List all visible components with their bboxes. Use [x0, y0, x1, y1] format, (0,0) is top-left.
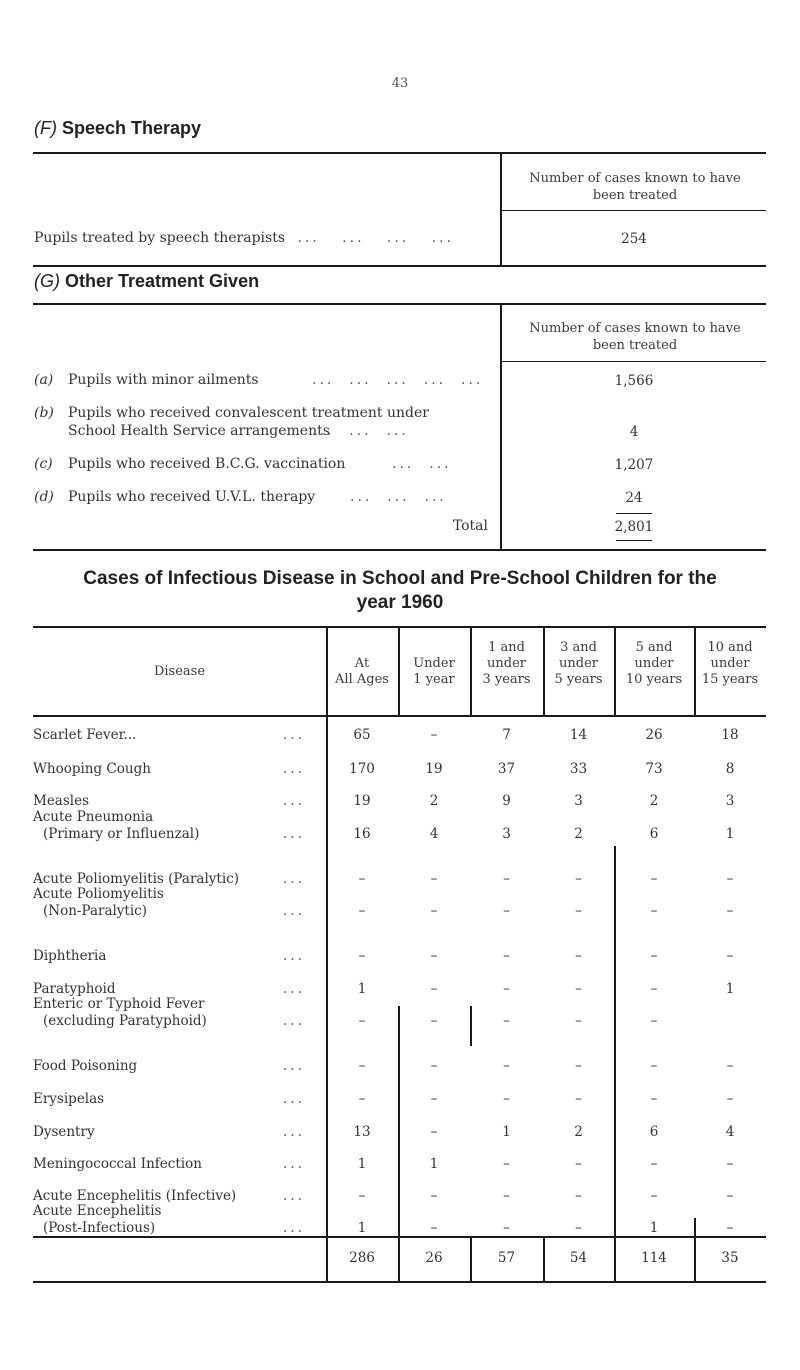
header-line: 10 and — [707, 640, 753, 655]
total-cell: 26 — [425, 1250, 443, 1266]
table-cell: – — [430, 948, 438, 964]
table-cell: 6 — [649, 826, 659, 842]
table-cell: – — [503, 1188, 510, 1204]
total-cell: 35 — [721, 1250, 739, 1266]
table-cell: 73 — [645, 761, 663, 777]
disease-name-line-2: (Primary or Influenzal) — [43, 826, 200, 842]
rule — [33, 715, 766, 717]
disease-name — [33, 793, 89, 810]
table-cell: 1 — [649, 1220, 659, 1236]
table-cell: – — [575, 981, 582, 997]
disease-name-line: Measles — [33, 793, 90, 809]
speech-row-text: Pupils treated by speech therapists — [34, 230, 286, 246]
disease-name — [33, 1124, 95, 1141]
header-line: Under — [413, 656, 455, 671]
header-line: 5 and — [635, 640, 673, 655]
document-page: 43 (F) Speech Therapy Number of cases known to have been treated Pupils treated by speech therapists ... ... ... ... 254 (G) Other Treatment Given Number of cases known to have been treated (a) Pupils with minor ailments ... ... ... ... ... 1,566 (b) Pupils who received convalescent treatment under School Health Service arrangements ... ... ... 4 (c) Pupils who received B.C.G. vaccination ... ... 1,207 (d) Pupils who received U.V.L. therapy ... ... ... 24 Total 2,801 Cases of Infectious Disease in School and Pre-School Children for the year 1960 Disease At All Ages Under 1 year 1 and under 3 years 3 and under 5 years 5 and under 10 years 10 and under 15 years Scarlet Fever... ... 65 – 7 14 26 18 Whooping Cough ... 170 19 37 33 73 8 Measles ... 19 2 9 3 2 3 Acute Pneumonia (Primary or Influenzal) ... 16 4 3 2 6 1 Acute Poliomyelitis (Paralytic) ... – – – – – – Acute Poliomyelitis (Non-Paralytic) ... – – – – – – Diphtheria ... – – – – – – Paratyphoid ... 1 – – – – 1 Enteric or Typhoid Fever (excluding Paratyphoid) ... – – – – – Food Poisoning ... – – – – – – Erysipelas ... – – – – – – Dysentry ... 13 – 1 2 6 4 Meningococcal Infection ... 1 1 – – – – Acute Encephelitis (Infective) ... – – – – – – Acute Encephelitis (Post-Infectious) ... 1 – – – 1 – 286 26 57 54 114 35 — [0, 0, 800, 1370]
table-cell: – — [726, 1220, 734, 1236]
disease-name — [33, 1058, 137, 1075]
row-text: Pupils with minor ailments — [68, 372, 259, 388]
row-value: 1,566 — [614, 373, 654, 389]
table-cell: 37 — [497, 761, 516, 777]
row-value: 4 — [629, 424, 639, 440]
table-cell: – — [575, 1091, 582, 1107]
rule — [33, 265, 766, 267]
table-cell: – — [575, 1058, 582, 1074]
table-cell: 18 — [721, 727, 739, 743]
table-cell: – — [430, 1220, 438, 1236]
other-treatment-heading — [34, 271, 259, 292]
table-cell: – — [575, 1013, 582, 1029]
table-cell: – — [358, 1013, 366, 1029]
row-value: 1,207 — [614, 457, 654, 473]
rule — [33, 303, 766, 305]
total-cell: 114 — [641, 1250, 667, 1266]
header-line: All Ages — [335, 672, 389, 687]
table-cell: – — [358, 1058, 366, 1074]
header-line: 15 years — [701, 672, 759, 687]
speech-row-label: Pupils treated by speech therapists ... ... ... ... — [34, 230, 454, 246]
disease-name-line: Acute Poliomyelitis — [33, 886, 164, 902]
row-text-2: School Health Service arrangements — [68, 423, 330, 439]
table-cell: 14 — [569, 727, 588, 743]
disease-name-line: Diphtheria — [33, 948, 107, 964]
row-letter: (b) — [34, 405, 54, 421]
header-line: 1 year — [413, 672, 455, 687]
disease-name — [33, 1203, 161, 1237]
total-cell: 286 — [349, 1250, 375, 1266]
table-cell: – — [430, 1124, 438, 1140]
header-1-3 — [470, 640, 543, 688]
table-cell: – — [358, 1091, 366, 1107]
table-cell: 4 — [429, 826, 439, 842]
table-cell: 1 — [357, 1220, 367, 1236]
table-cell: 13 — [353, 1124, 371, 1140]
table-cell: 2 — [429, 793, 439, 809]
rule — [33, 152, 766, 154]
section-letter: (F) — [34, 118, 57, 138]
header-3-5 — [543, 640, 614, 688]
table-cell: – — [503, 981, 510, 997]
disease-name — [33, 761, 151, 778]
disease-name — [33, 809, 199, 843]
table-cell: 1 — [725, 981, 735, 997]
speech-value: 254 — [621, 231, 647, 247]
rule — [616, 513, 652, 514]
disease-name-line: Scarlet Fever... — [33, 727, 137, 743]
table-cell: – — [575, 903, 582, 919]
table-cell: 19 — [353, 793, 371, 809]
table-cell: – — [650, 948, 658, 964]
table-cell: – — [430, 903, 438, 919]
header-line: At — [354, 656, 370, 671]
header-5-10 — [614, 640, 694, 688]
disease-name — [33, 1091, 104, 1108]
table-cell: 3 — [574, 793, 583, 809]
total-cell: 54 — [569, 1250, 588, 1266]
table-cell: 3 — [725, 793, 735, 809]
table-cell: – — [503, 948, 510, 964]
table-cell: – — [650, 1058, 658, 1074]
table-cell: – — [726, 1058, 734, 1074]
row-letter: (a) — [34, 372, 54, 388]
table-cell: 1 — [429, 1156, 439, 1172]
disease-name-line: Dysentry — [33, 1124, 95, 1140]
disease-name-line: Food Poisoning — [33, 1058, 138, 1074]
total-cell: 57 — [497, 1250, 516, 1266]
header-line: 10 years — [625, 672, 683, 687]
other-row — [34, 456, 346, 472]
table-cell: – — [358, 948, 366, 964]
header-under-1 — [398, 656, 470, 688]
header-line: under — [487, 656, 526, 671]
disease-name — [33, 1156, 202, 1173]
table-cell: – — [575, 1220, 582, 1236]
table-cell: – — [503, 903, 510, 919]
table-cell: – — [430, 981, 438, 997]
section-title: Other Treatment Given — [65, 271, 260, 291]
header-line: 3 and — [560, 640, 597, 655]
rule — [33, 1236, 766, 1238]
disease-name-line: Whooping Cough — [33, 761, 151, 777]
table-cell: – — [358, 1188, 366, 1204]
table-cell: 3 — [502, 826, 511, 842]
table-cell: 1 — [357, 1156, 367, 1172]
header-line: under — [634, 656, 674, 671]
table-cell: – — [503, 1091, 510, 1107]
table-cell: 1 — [502, 1124, 511, 1140]
table-cell: 1 — [357, 981, 367, 997]
other-row — [34, 405, 429, 439]
section-title: Speech Therapy — [62, 118, 202, 138]
header-line: under — [559, 656, 598, 671]
disease-name-line-2: (Non-Paralytic) — [43, 903, 148, 919]
infectious-title: Cases of Infectious Disease in School and Pre-School Children for the — [83, 568, 717, 589]
row-text: Pupils who received convalescent treatment under — [68, 405, 429, 421]
column-divider — [398, 1006, 400, 1282]
row-text: Pupils who received B.C.G. vaccination — [68, 456, 346, 472]
infectious-title-year: year 1960 — [356, 592, 444, 613]
table-cell: 8 — [725, 761, 735, 777]
page-number: 43 — [391, 76, 409, 91]
disease-name — [33, 996, 207, 1030]
table-cell: – — [650, 1091, 658, 1107]
header-line: 5 years — [554, 672, 603, 687]
table-cell: 26 — [645, 727, 663, 743]
disease-name-line-2: (Post-Infectious) — [43, 1220, 156, 1236]
total-label: Total — [452, 518, 488, 534]
header-disease: Disease — [153, 664, 206, 679]
disease-name — [33, 886, 164, 920]
table-cell: – — [575, 871, 582, 887]
table-cell: – — [650, 903, 658, 919]
other-row — [34, 372, 259, 388]
rule — [502, 361, 766, 362]
table-cell: – — [650, 1156, 658, 1172]
speech-column-header: Number of cases known to have been treated — [529, 171, 741, 203]
table-cell: – — [430, 1013, 438, 1029]
disease-name-line: Erysipelas — [33, 1091, 105, 1107]
disease-name — [33, 948, 106, 965]
table-cell: – — [503, 1220, 510, 1236]
header-line: under — [710, 656, 750, 671]
table-cell: – — [650, 871, 658, 887]
table-cell: – — [503, 871, 510, 887]
table-cell: – — [726, 948, 734, 964]
rule — [33, 549, 766, 551]
disease-name — [33, 727, 136, 744]
table-cell: 7 — [502, 727, 511, 743]
table-cell: – — [726, 1188, 734, 1204]
table-cell: – — [358, 903, 366, 919]
header-all-ages — [326, 656, 398, 688]
header-line: 1 and — [488, 640, 525, 655]
rule — [33, 626, 766, 628]
table-cell: – — [430, 1188, 438, 1204]
table-cell: 4 — [725, 1124, 735, 1140]
table-cell: 16 — [353, 826, 371, 842]
row-letter: (c) — [34, 456, 53, 472]
table-cell: 2 — [574, 826, 583, 842]
table-cell: 6 — [649, 1124, 659, 1140]
rule — [502, 210, 766, 211]
table-cell: – — [430, 871, 438, 887]
table-cell: 2 — [649, 793, 659, 809]
other-column-header: Number of cases known to have been treated — [529, 321, 741, 353]
disease-name-line: Acute Poliomyelitis (Paralytic) — [33, 871, 239, 887]
disease-name-line: Acute Pneumonia — [33, 809, 154, 825]
table-cell: 2 — [574, 1124, 583, 1140]
table-cell: – — [650, 1188, 658, 1204]
table-cell: – — [430, 727, 438, 743]
disease-name-line: Acute Encephelitis (Infective) — [33, 1188, 237, 1204]
infectious-table: Disease At All Ages Under 1 year 1 and under 3 years 3 and under 5 years 5 and under 10 years 10 and under 15 years Scarlet Fever... ... 65 – 7 14 26 18 Whooping Cough ... 170 19 37 33 73 8 Measles ... 19 2 9 3 2 3 Acute Pneumonia (Primary or Influenzal) ... 16 4 3 2 6 1 Acute Poliomyelitis (Paralytic) ... – – – – – – Acute Poliomyelitis (Non-Paralytic) ... – – – – – – Diphtheria ... – – – – – – Paratyphoid ... 1 – – – – 1 Enteric or Typhoid Fever (excluding Paratyphoid) ... – – – – – Food Poisoning ... – – – – – – Erysipelas ... – – – – – – Dysentry ... 13 – 1 2 6 4 Meningococcal Infection ... 1 1 – – – – Acute Encephelitis (Infective) ... – – – – – – Acute Encephelitis (Post-Infectious) ... 1 – – – 1 – 286 26 57 54 114 35 — [33, 626, 766, 1346]
table-cell: 1 — [725, 826, 735, 842]
table-cell: – — [650, 981, 658, 997]
table-cell: – — [503, 1156, 510, 1172]
table-cell: 9 — [502, 793, 511, 809]
table-cell: 65 — [353, 727, 371, 743]
rule — [616, 540, 652, 541]
table-cell: – — [503, 1013, 510, 1029]
table-cell: 19 — [425, 761, 443, 777]
table-cell: – — [575, 948, 582, 964]
table-cell: – — [726, 903, 734, 919]
disease-name-line: Paratyphoid — [33, 981, 116, 997]
section-letter: (G) — [34, 271, 60, 291]
disease-name-line: Acute Encephelitis — [33, 1203, 162, 1219]
disease-name-line: Enteric or Typhoid Fever — [33, 996, 205, 1012]
total-value: 2,801 — [614, 519, 654, 535]
row-text: Pupils who received U.V.L. therapy — [68, 489, 316, 505]
table-cell: – — [726, 871, 734, 887]
speech-therapy-heading — [34, 118, 201, 139]
table-cell: – — [575, 1188, 582, 1204]
table-cell: – — [726, 1156, 734, 1172]
row-letter: (d) — [34, 489, 54, 505]
header-10-15 — [694, 640, 766, 688]
table-cell: – — [650, 1013, 658, 1029]
rule — [33, 1281, 766, 1283]
table-cell: – — [726, 1091, 734, 1107]
row-value: 24 — [625, 490, 643, 506]
table-cell: – — [503, 1058, 510, 1074]
table-cell: – — [430, 1091, 438, 1107]
header-line: 3 years — [482, 672, 531, 687]
disease-name-line: Meningococcal Infection — [33, 1156, 202, 1172]
table-cell: – — [430, 1058, 438, 1074]
table-cell: 170 — [349, 761, 375, 777]
table-cell: 33 — [569, 761, 588, 777]
disease-name-line-2: (excluding Paratyphoid) — [43, 1013, 207, 1029]
table-cell: – — [575, 1156, 582, 1172]
other-row — [34, 489, 316, 505]
table-cell: – — [358, 871, 366, 887]
